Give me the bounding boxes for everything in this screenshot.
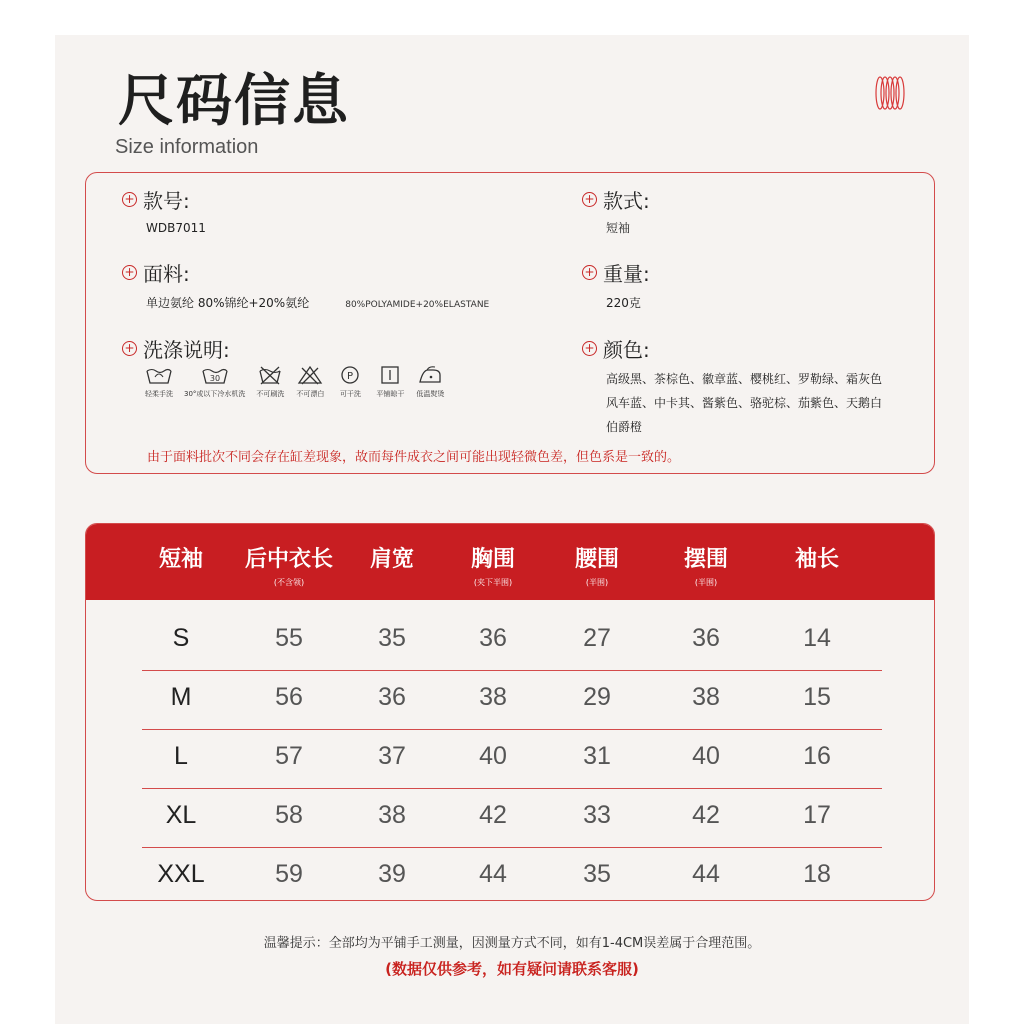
style-no-value: WDB7011	[146, 221, 206, 235]
rings-logo-icon	[872, 75, 908, 111]
column-header: 短袖	[158, 547, 203, 572]
column-header: 后中衣长 (不含领)	[244, 547, 333, 587]
measurement-cell: 57	[275, 742, 303, 770]
style-field	[582, 185, 650, 240]
size-cell: M	[170, 683, 192, 711]
machine-wash-30-icon	[200, 365, 230, 385]
column-header: 肩宽	[369, 547, 414, 572]
size-table-header	[86, 524, 934, 600]
care-item	[184, 365, 245, 399]
measurement-cell: 56	[275, 683, 303, 711]
column-header: 袖长	[794, 547, 839, 572]
flat-dry-icon	[375, 365, 405, 385]
table-row	[142, 789, 882, 848]
washing-label: 洗涤说明:	[143, 338, 230, 362]
colors-label: 颜色:	[603, 338, 650, 362]
care-item	[375, 365, 405, 399]
measurement-cell: 14	[803, 624, 831, 652]
size-cell: L	[174, 742, 188, 770]
washing-field	[122, 334, 230, 363]
reference-note: (数据仅供参考，如有疑问请联系客服)	[385, 960, 639, 978]
column-header: 腰围 (半围)	[574, 547, 619, 587]
measurement-cell: 44	[479, 860, 507, 888]
no-bleach-icon	[295, 365, 325, 385]
measurement-cell: 40	[692, 742, 720, 770]
care-item	[255, 365, 285, 399]
color-difference-notice: 由于面料批次不同会存在缸差现象，故而每件成衣之间可能出现轻微色差，但色系是一致的。	[147, 450, 681, 465]
measurement-cell: 58	[275, 801, 303, 829]
measurement-cell: 17	[803, 801, 831, 829]
weight-field	[582, 258, 650, 315]
care-label: 不可漂白	[296, 390, 325, 398]
care-item	[144, 365, 174, 399]
measurement-cell: 16	[803, 742, 831, 770]
table-row	[142, 612, 882, 671]
measurement-cell: 38	[692, 683, 720, 711]
dry-clean-icon	[335, 365, 365, 385]
colors-line: 高级黑、茶棕色、徽章蓝、樱桃红、罗勒绿、霜灰色	[606, 372, 883, 386]
fabric-value-en: 80%POLYAMIDE+20%ELASTANE	[345, 300, 490, 310]
style-no-label: 款号:	[143, 189, 190, 213]
fabric-field	[122, 258, 489, 317]
size-cell: XL	[165, 801, 197, 829]
plus-circle-icon: +	[122, 341, 137, 356]
weight-label: 重量:	[603, 262, 650, 286]
fabric-label: 面料:	[143, 262, 190, 286]
measurement-cell: 35	[378, 624, 406, 652]
measurement-cell: 55	[275, 624, 303, 652]
page-subtitle: Size information	[115, 136, 259, 158]
measurement-cell: 38	[378, 801, 406, 829]
care-label: 平铺晾干	[376, 390, 405, 398]
colors-field	[582, 334, 882, 439]
plus-circle-icon: +	[582, 192, 597, 207]
measurement-cell: 18	[803, 860, 831, 888]
measurement-tip: 温馨提示：全部均为平铺手工测量，因测量方式不同，如有1-4CM误差属于合理范围。	[263, 936, 761, 951]
care-label: 可干洗	[339, 390, 361, 398]
measurement-cell: 29	[583, 683, 611, 711]
measurement-cell: 40	[479, 742, 507, 770]
table-row	[142, 730, 882, 789]
measurement-cell: 36	[479, 624, 507, 652]
plus-circle-icon: +	[122, 265, 137, 280]
measurement-cell: 42	[479, 801, 507, 829]
column-header: 摆围 (半围)	[683, 547, 728, 587]
size-table	[85, 523, 935, 901]
plus-circle-icon: +	[122, 192, 137, 207]
style-label: 款式:	[603, 189, 650, 213]
column-header: 胸围 (夹下半围)	[470, 547, 515, 587]
measurement-cell: 35	[583, 860, 611, 888]
care-item	[415, 365, 445, 399]
measurement-cell: 37	[378, 742, 406, 770]
care-label: 不可刷洗	[256, 390, 285, 398]
measurement-cell: 39	[378, 860, 406, 888]
style-no-field	[122, 185, 206, 240]
care-item	[335, 365, 365, 399]
style-value: 短袖	[606, 221, 631, 235]
measurement-cell: 15	[803, 683, 831, 711]
iron-low-icon	[415, 365, 445, 385]
measurement-cell: 38	[479, 683, 507, 711]
page-title: 尺码信息	[118, 69, 350, 134]
plus-circle-icon: +	[582, 341, 597, 356]
table-row	[142, 848, 882, 901]
size-cell: XXL	[157, 860, 205, 888]
measurement-cell: 27	[583, 624, 611, 652]
colors-line: 风车蓝、中卡其、酱紫色、骆驼棕、茄紫色、天鹅白	[606, 396, 883, 410]
plus-circle-icon: +	[582, 265, 597, 280]
colors-line: 伯爵橙	[606, 420, 643, 434]
fabric-value: 单边氨纶 80%锦纶+20%氨纶	[146, 296, 310, 310]
measurement-cell: 44	[692, 860, 720, 888]
care-icons-row	[144, 365, 445, 399]
measurement-cell: 33	[583, 801, 611, 829]
care-item	[295, 365, 325, 399]
care-label: 30°或以下冷水机洗	[184, 390, 246, 398]
svg-text:P: P	[347, 371, 354, 382]
table-row	[142, 671, 882, 730]
measurement-cell: 36	[378, 683, 406, 711]
svg-text:30: 30	[209, 374, 220, 383]
no-wash-icon	[255, 365, 285, 385]
measurement-cell: 31	[583, 742, 611, 770]
care-label: 低温熨烫	[416, 390, 445, 398]
hand-wash-icon	[144, 365, 174, 385]
care-label: 轻柔手洗	[145, 390, 173, 398]
measurement-cell: 42	[692, 801, 720, 829]
measurement-cell: 59	[275, 860, 303, 888]
size-cell: S	[172, 624, 190, 652]
measurement-cell: 36	[692, 624, 720, 652]
weight-value: 220克	[606, 296, 641, 310]
